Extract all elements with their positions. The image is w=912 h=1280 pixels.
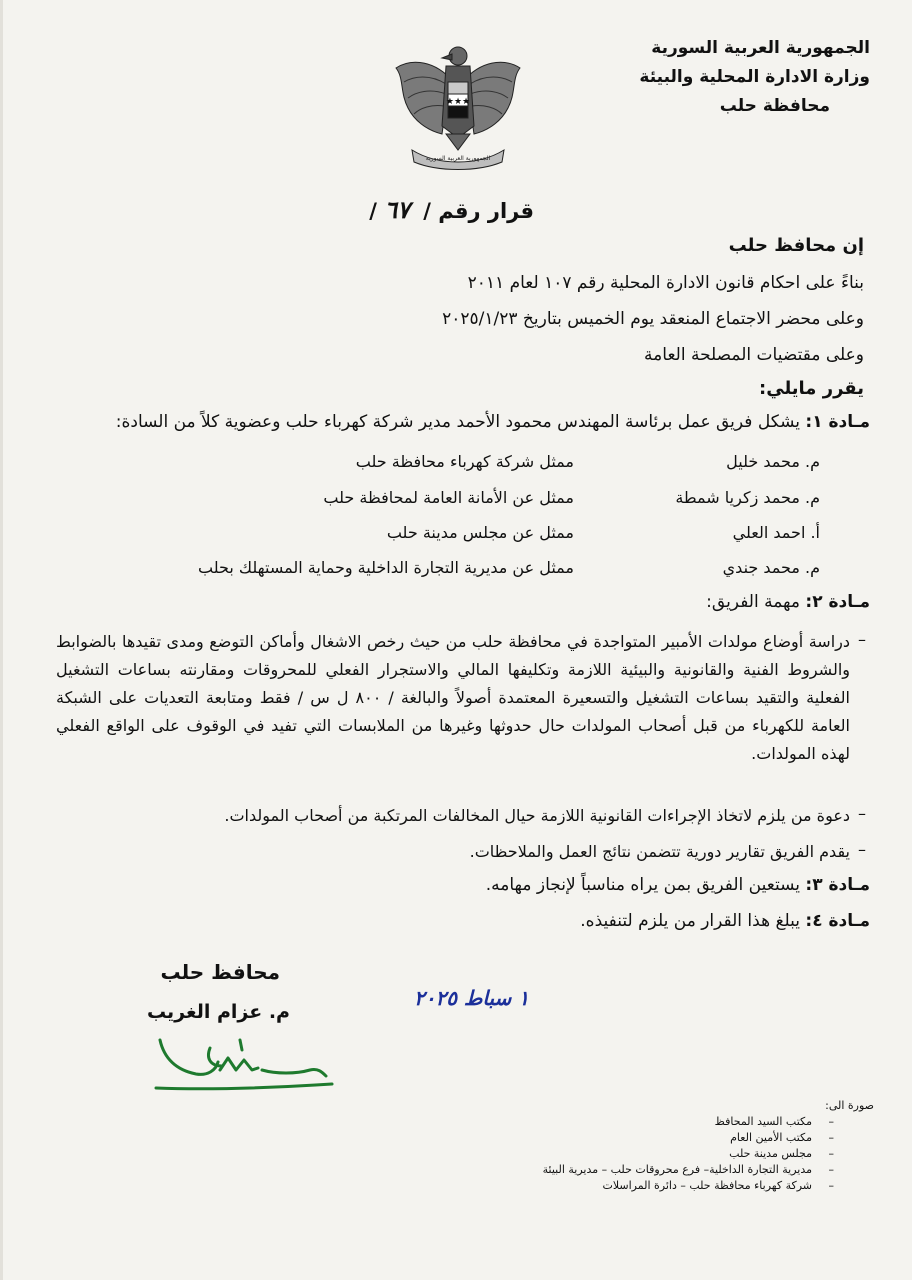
copy-recipient-4: – مديرية التجارة الداخلية– فرع محروقات حلب – مديرية البيئة xyxy=(543,1162,812,1178)
member-1-role: ممثل شركة كهرباء محافظة حلب xyxy=(355,452,574,471)
syrian-eagle-emblem-icon xyxy=(390,38,526,170)
task-3-text: يقدم الفريق تقارير دورية تتضمن نتائج العمل والملاحظات. xyxy=(469,842,850,861)
letterhead-governorate: محافظة حلب xyxy=(719,96,830,116)
copies-block xyxy=(542,1098,874,1194)
article-4 xyxy=(580,911,870,931)
member-1-name: م. محمد خليل xyxy=(726,452,820,471)
signatory-title: محافظ حلب xyxy=(160,960,280,984)
member-3-name: أ. احمد العلي xyxy=(732,523,820,542)
basis-line-2: وعلى محضر الاجتماع المنعقد يوم الخميس بتاريخ ٢٠٢٥/١/٢٣ xyxy=(442,309,864,329)
emblem-caption: الجمهورية العربية السورية xyxy=(425,155,491,162)
article-4-text: يبلغ هذا القرار من يلزم لتنفيذه. xyxy=(580,911,800,931)
scan-edge xyxy=(0,0,3,1280)
member-4-role: ممثل عن مديرية التجارة الداخلية وحماية المستهلك بحلب xyxy=(198,558,574,577)
letterhead-ministry: وزارة الادارة المحلية والبيئة xyxy=(639,67,870,87)
task-3-bullet: – xyxy=(858,840,866,859)
signatory-name: م. عزام الغريب xyxy=(146,1001,290,1023)
letterhead-country: الجمهورية العربية السورية xyxy=(651,38,870,58)
letterhead xyxy=(639,34,870,121)
article-4-label: مـادة ٤: xyxy=(805,911,870,931)
article-2 xyxy=(706,592,870,612)
article-1-label: مـادة ١: xyxy=(805,412,870,432)
authority-line: إن محافظ حلب xyxy=(728,235,864,256)
handwritten-signature xyxy=(150,1030,340,1100)
decision-label: قرار رقم / xyxy=(423,199,534,223)
handwritten-date: ١ سباط ٢٠٢٥ xyxy=(414,986,530,1010)
svg-text:★★★: ★★★ xyxy=(445,97,471,107)
copy-recipient-1: – مكتب السيد المحافظ xyxy=(543,1114,812,1130)
task-2-text: دعوة من يلزم لاتخاذ الإجراءات القانونية اللازمة حيال المخالفات المرتكبة من أصحاب المولدات. xyxy=(224,806,850,825)
article-3-label: مـادة ٣: xyxy=(805,875,870,895)
article-1 xyxy=(116,412,870,432)
member-2-name: م. محمد زكريا شمطة xyxy=(675,488,820,507)
copy-recipient-3: – مجلس مدينة حلب xyxy=(543,1146,812,1162)
decision-number: ٦٧ xyxy=(384,196,410,224)
member-2-role: ممثل عن الأمانة العامة لمحافظة حلب xyxy=(323,488,574,507)
task-1-text: دراسة أوضاع مولدات الأمبير المتواجدة في محافظة حلب من حيث رخص الاشغال وأماكن التوضع ومدى تقيدها بالضوابط والشروط الفنية والقانونية والبيئية اللازمة وتكليفها المالي والاستجرار الفعلي للمحروقات ومقارنته بساعات التشغيل الفعلية والتقيد بساعات التشغيل والتسعيرة المعتمدة أصولاً والبالغة / ٨٠٠ ل س / فقط ومتابعة التعديات على الشبكة العامة للكهرباء من قبل أصحاب المولدات حال حدوثها وغيرها من الملابسات التي تفيد في الوقوف على الواقع الفعلي لهذه المولدات. xyxy=(56,632,851,763)
decides-line: يقرر مايلي: xyxy=(759,378,864,399)
article-2-label: مـادة ٢: xyxy=(805,592,870,612)
task-1-bullet: – xyxy=(858,630,866,649)
copies-label: صورة الى: xyxy=(825,1099,874,1112)
article-2-title: مهمة الفريق: xyxy=(706,592,800,612)
member-4-name: م. محمد جندي xyxy=(722,558,820,577)
basis-line-1: بناءً على احكام قانون الادارة المحلية رقم ١٠٧ لعام ٢٠١١ xyxy=(467,273,864,293)
article-1-text: يشكل فريق عمل برئاسة المهندس محمود الأحمد مدير شركة كهرباء حلب وعضوية كلاً من السادة: xyxy=(115,412,800,432)
basis-line-3: وعلى مقتضيات المصلحة العامة xyxy=(644,345,864,365)
copy-recipient-5: – شركة كهرباء محافظة حلب – دائرة المراسلات xyxy=(543,1178,812,1194)
member-3-role: ممثل عن مجلس مدينة حلب xyxy=(386,523,574,542)
article-3 xyxy=(486,875,870,895)
copy-recipient-2: – مكتب الأمين العام xyxy=(543,1130,812,1146)
task-2-bullet: – xyxy=(858,804,866,823)
decision-suffix: / xyxy=(369,199,377,223)
decision-number-line xyxy=(369,196,534,224)
article-3-text: يستعين الفريق بمن يراه مناسباً لإنجاز مهامه. xyxy=(485,875,800,895)
